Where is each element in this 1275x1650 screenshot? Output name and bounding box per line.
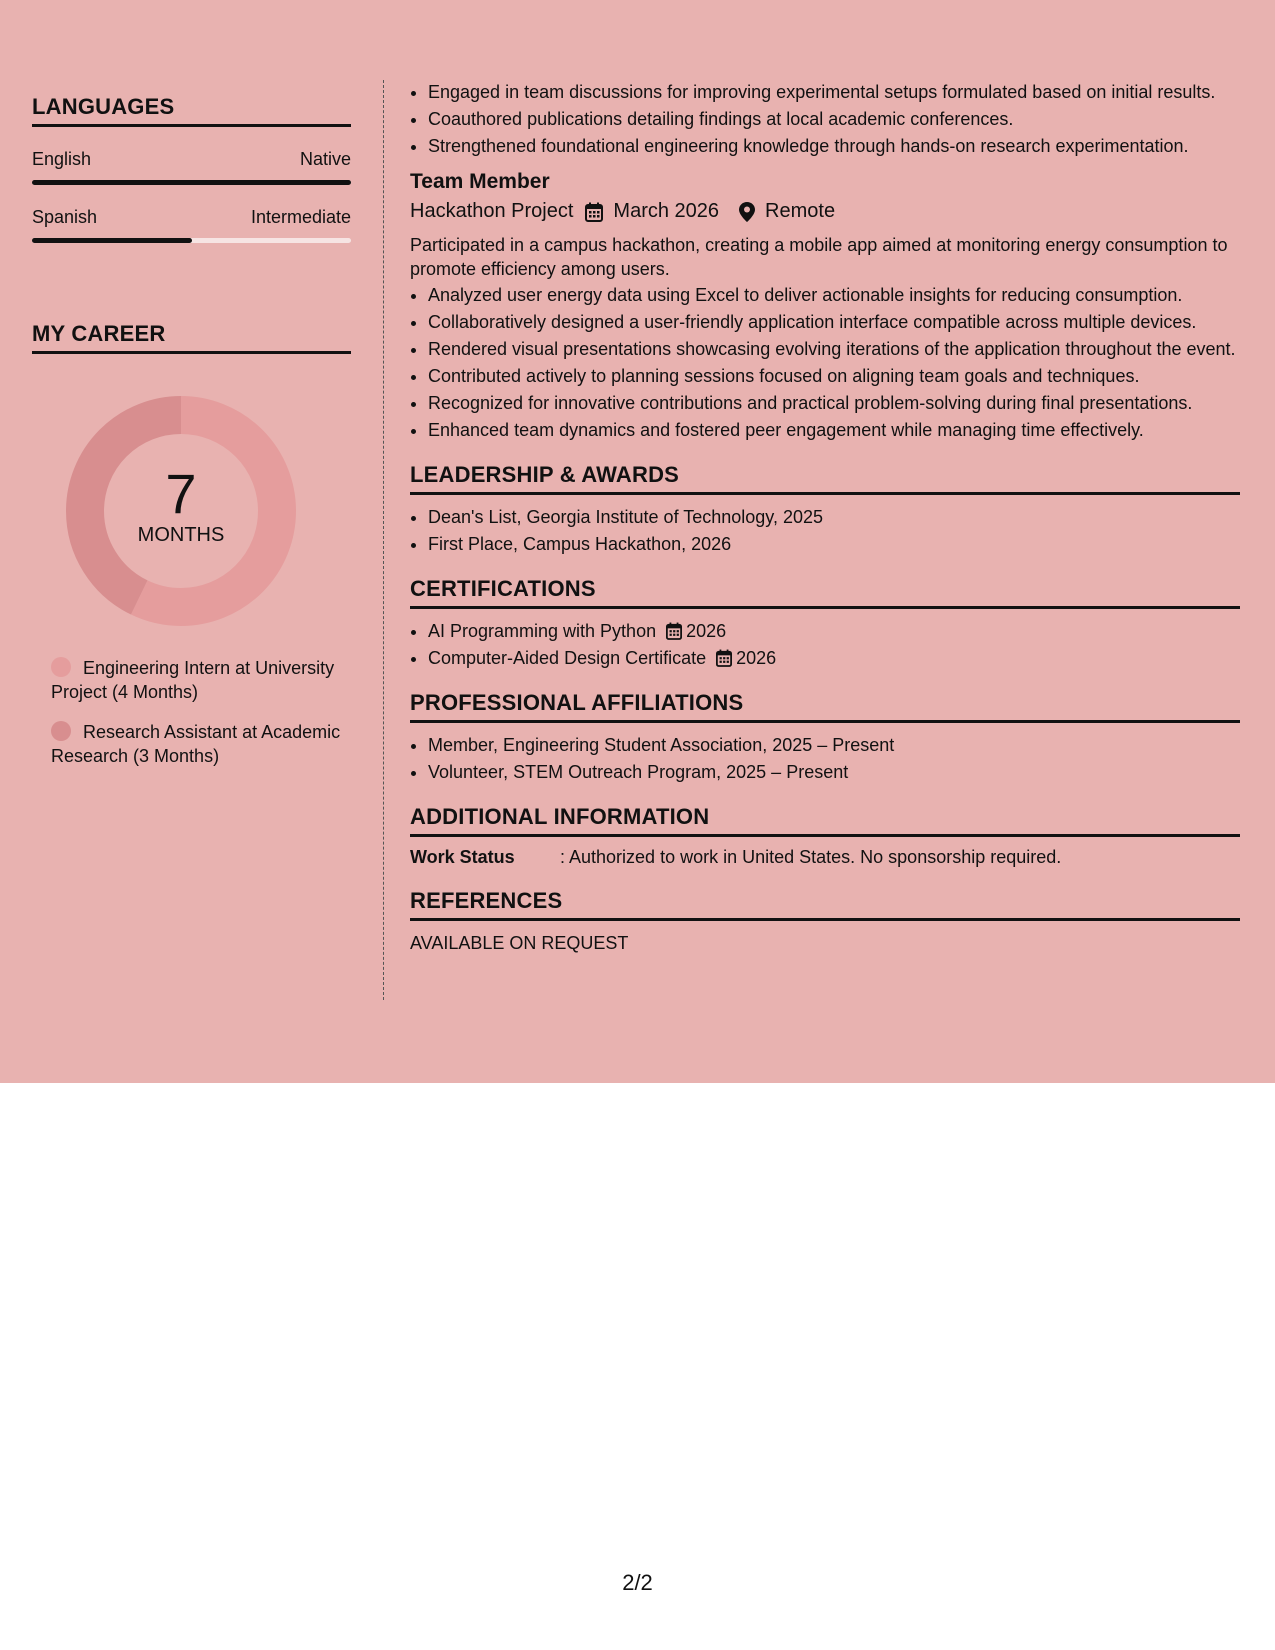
language-level: Native: [299, 149, 351, 169]
list-item: [428, 619, 1240, 643]
info-key: Work Status: [410, 847, 515, 867]
awards-title: LEADERSHIP & AWARDS: [410, 462, 1240, 495]
awards-section: [410, 462, 1240, 556]
career-total-value: 7: [165, 462, 197, 525]
list-item: • Recognized for innovative contributions and practical problem-solving during final presentations.: [428, 391, 1240, 415]
languages-title: LANGUAGES: [32, 94, 351, 127]
references-title: REFERENCES: [410, 888, 1240, 921]
legend-dot: [51, 657, 71, 677]
career-total-unit: MONTHS: [137, 524, 225, 546]
career-section: [32, 321, 351, 768]
legend-item: [51, 720, 351, 768]
right-column: [410, 80, 1240, 954]
calendar-icon: [585, 202, 603, 222]
page-number: 2/2: [622, 1570, 653, 1595]
certifications-section: [410, 576, 1240, 670]
certification-name: AI Programming with Python: [428, 621, 657, 641]
references-text: AVAILABLE ON REQUEST: [410, 933, 629, 953]
legend-dot: [51, 721, 71, 741]
column-divider: [383, 80, 384, 1000]
list-item: • Member, Engineering Student Association, 2025 – Present: [428, 733, 1240, 757]
references-section: [410, 888, 1240, 954]
certification-name: Computer-Aided Design Certificate: [428, 648, 707, 668]
list-item: • Dean's List, Georgia Institute of Technology, 2025: [428, 505, 1240, 529]
list-item: • Collaboratively designed a user-friendly application interface compatible across multiple devices.: [428, 310, 1240, 334]
legend-label: Engineering Intern at University Project (4 Months): [51, 658, 335, 702]
affiliations-section: [410, 690, 1240, 784]
language-bar: [32, 238, 351, 243]
affiliations-title: PROFESSIONAL AFFILIATIONS: [410, 690, 1240, 723]
job-meta: [410, 200, 1240, 223]
left-column: [32, 94, 351, 784]
language-bar-fill: [32, 238, 192, 243]
language-level: Intermediate: [250, 207, 351, 227]
career-donut-chart: [66, 396, 296, 626]
list-item: • Enhanced team dynamics and fostered peer engagement while managing time effectively.: [428, 418, 1240, 442]
additional-info-section: [410, 804, 1240, 868]
job-location: Remote: [765, 200, 836, 222]
list-item: • Contributed actively to planning sessions focused on aligning team goals and techniques.: [428, 364, 1240, 388]
info-value: : Authorized to work in United States. No sponsorship required.: [560, 847, 1062, 867]
list-item: • Coauthored publications detailing findings at local academic conferences.: [428, 107, 1240, 131]
additional-info-title: ADDITIONAL INFORMATION: [410, 804, 1240, 837]
career-title: MY CAREER: [32, 321, 351, 354]
language-name: Spanish: [32, 207, 98, 227]
job-entry: [410, 170, 1240, 442]
list-item: [428, 646, 1240, 670]
location-pin-icon: [739, 202, 755, 222]
certification-year: 2026: [736, 648, 777, 668]
legend-label: Research Assistant at Academic Research (3 Months): [51, 722, 341, 766]
career-legend: [51, 656, 351, 768]
job-bullets: [410, 283, 1240, 442]
certification-year: 2026: [686, 621, 727, 641]
job-org: Hackathon Project: [410, 200, 574, 222]
previous-job-bullets: [410, 80, 1240, 158]
language-bar: [32, 180, 351, 185]
calendar-icon: [716, 649, 732, 667]
list-item: • Rendered visual presentations showcasing evolving iterations of the application throughout the event.: [428, 337, 1240, 361]
job-title: Team Member: [410, 170, 550, 193]
list-item: • Engaged in team discussions for improving experimental setups formulated based on initial results.: [428, 80, 1240, 104]
certifications-title: CERTIFICATIONS: [410, 576, 1240, 609]
list-item: • Volunteer, STEM Outreach Program, 2025 – Present: [428, 760, 1240, 784]
list-item: • Analyzed user energy data using Excel to deliver actionable insights for reducing consumption.: [428, 283, 1240, 307]
job-date: March 2026: [613, 200, 720, 222]
language-english: [32, 149, 351, 185]
calendar-icon: [666, 622, 682, 640]
legend-item: [51, 656, 351, 704]
language-name: English: [32, 149, 92, 169]
list-item: • First Place, Campus Hackathon, 2026: [428, 532, 1240, 556]
language-spanish: [32, 207, 351, 243]
list-item: • Strengthened foundational engineering knowledge through hands-on research experimentation.: [428, 134, 1240, 158]
language-bar-fill: [32, 180, 351, 185]
job-description: Participated in a campus hackathon, creating a mobile app aimed at monitoring energy consumption to promote efficiency among users.: [410, 235, 1228, 279]
